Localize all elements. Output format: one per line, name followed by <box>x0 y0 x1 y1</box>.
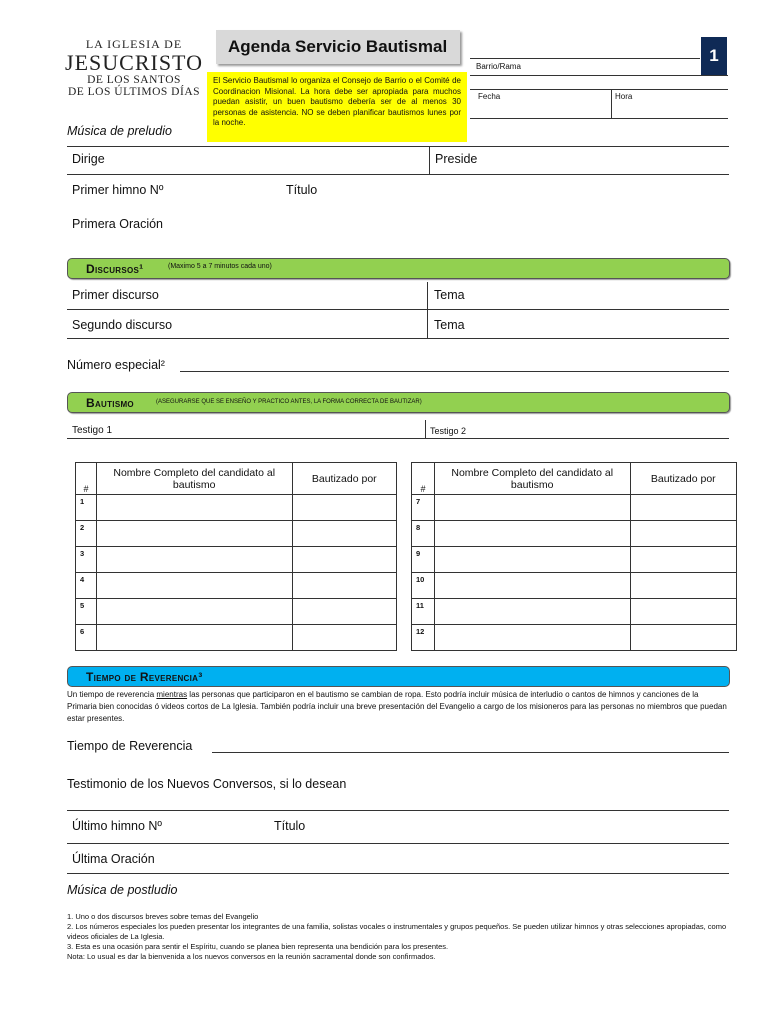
reverencia-section-header <box>67 666 730 687</box>
organization-note: El Servicio Bautismal lo organiza el Consejo de Barrio o el Comité de Coordinacion Misional. La hora debe ser apropiada para muchos puedan asistir, un buen bautismo debería ser de al menos 30 personas de asistencia. NO se deben planificar bautismos lunes por la noche. <box>207 72 467 142</box>
row-number: 4 <box>76 573 97 599</box>
table-row <box>76 521 397 547</box>
candidates-table-left <box>75 462 397 651</box>
table-row <box>412 521 737 547</box>
table-row <box>76 573 397 599</box>
primera-oracion-label: Primera Oración <box>72 217 163 231</box>
reverencia-title: Tiempo de Reverencia³ <box>86 670 203 684</box>
candidate-name-cell[interactable] <box>96 625 292 651</box>
testigo1-label: Testigo 1 <box>72 425 113 436</box>
baptized-by-cell[interactable] <box>630 599 736 625</box>
row-number: 11 <box>412 599 435 625</box>
primer-discurso-label: Primer discurso <box>72 288 159 302</box>
ultima-oracion-label: Última Oración <box>72 852 155 866</box>
preside-label: Preside <box>435 152 478 166</box>
segundo-discurso-line <box>67 338 729 339</box>
candidate-name-cell[interactable] <box>96 495 292 521</box>
baptized-by-cell[interactable] <box>630 573 736 599</box>
bautismo-note: (ASEGURARSE QUE SE ENSEÑO Y PRACTICO ANTES, LA FORMA CORRECTA DE BAUTIZAR) <box>156 399 422 405</box>
page-number-badge: 1 <box>701 37 727 75</box>
barrio-label: Barrio/Rama <box>476 62 521 71</box>
row-number: 6 <box>76 625 97 651</box>
numero-especial-line <box>180 371 729 372</box>
reverencia-text-a: Un tiempo de reverencia <box>67 690 157 699</box>
logo-line3: DE LOS SANTOS <box>87 73 181 86</box>
row-number: 12 <box>412 625 435 651</box>
tiempo-reverencia-line <box>212 752 729 753</box>
tema2-label: Tema <box>434 318 465 332</box>
footnote-1: 1. Uno o dos discursos breves sobre temas del Evangelio <box>67 912 259 921</box>
footnotes <box>67 912 729 962</box>
discursos-section-header <box>67 258 730 279</box>
dirige-label: Dirige <box>72 152 105 166</box>
row-number: 1 <box>76 495 97 521</box>
table-row <box>76 547 397 573</box>
col-by-header: Bautizado por <box>292 463 396 495</box>
candidate-name-cell[interactable] <box>96 599 292 625</box>
candidate-name-cell[interactable] <box>434 625 630 651</box>
postludio-label: Música de postludio <box>67 883 178 897</box>
row-number: 8 <box>412 521 435 547</box>
table-row <box>412 599 737 625</box>
baptized-by-cell[interactable] <box>292 521 396 547</box>
candidates-table-right <box>411 462 737 651</box>
hora-label: Hora <box>615 92 633 101</box>
dirige-line-top <box>67 146 729 147</box>
reverencia-text-b: las personas que participaron en el bautismo se cambian de ropa. Esto podría incluir música de interludio o cantos de himnos y canciones de la Primaria bien conocidas ó videos cortos de La Iglesia. También podría incluir una breve presentación del Evangelio a cargo de los misioneros para las personas no miembros que puedan estar presentes. <box>67 690 727 723</box>
segundo-discurso-label: Segundo discurso <box>72 318 173 332</box>
candidate-name-cell[interactable] <box>96 573 292 599</box>
fecha-line <box>470 118 728 119</box>
table-row <box>412 495 737 521</box>
baptized-by-cell[interactable] <box>292 547 396 573</box>
testimonio-label: Testimonio de los Nuevos Conversos, si lo desean <box>67 777 347 791</box>
bautismo-title: Bautismo <box>86 396 134 410</box>
candidate-name-cell[interactable] <box>434 547 630 573</box>
barrio-line <box>470 75 728 76</box>
footnote-3: 3. Esta es una ocasión para sentir el Espíritu, cuando se planea bien representa una bendición para los presentes. <box>67 942 449 951</box>
preludio-label: Música de preludio <box>67 124 172 138</box>
dirige-line <box>67 174 729 175</box>
primer-himno-titulo-label: Título <box>286 183 318 197</box>
footnote-2: 2. Los números especiales los pueden presentar los integrantes de una familia, solistas vocales o instrumentales y grupos pequeños. Se pueden utilizar himnos y otras selecciones apropiadas, como videos oficiales de La Iglesia. <box>67 922 727 941</box>
reverencia-text-underlined: mientras <box>156 690 188 699</box>
table-row <box>412 547 737 573</box>
candidate-name-cell[interactable] <box>96 547 292 573</box>
barrio-line-top <box>470 58 700 59</box>
ultima-oracion-line <box>67 873 729 874</box>
discursos-note: (Maximo 5 a 7 minutos cada uno) <box>168 263 272 270</box>
col-num-header: # <box>412 463 435 495</box>
baptized-by-cell[interactable] <box>292 495 396 521</box>
footnote-note: Nota: Lo usual es dar la bienvenida a los nuevos conversos en la reunión sacramental donde son confirmados. <box>67 952 436 961</box>
baptized-by-cell[interactable] <box>630 547 736 573</box>
logo-line4: DE LOS ÚLTIMOS DÍAS <box>67 85 201 98</box>
baptized-by-cell[interactable] <box>292 599 396 625</box>
baptized-by-cell[interactable] <box>630 521 736 547</box>
table-row <box>76 495 397 521</box>
candidate-name-cell[interactable] <box>96 521 292 547</box>
testimonio-line <box>67 810 729 811</box>
logo-line2: JESUCRISTO <box>65 49 203 75</box>
ultimo-himno-line <box>67 843 729 844</box>
col-num-header: # <box>76 463 97 495</box>
fecha-hora-divider <box>611 89 612 118</box>
testigo2-label: Testigo 2 <box>430 426 467 436</box>
fecha-label: Fecha <box>478 92 501 101</box>
discursos-title: Discursos¹ <box>86 262 144 276</box>
row-number: 9 <box>412 547 435 573</box>
row-number: 7 <box>412 495 435 521</box>
numero-especial-label: Número especial² <box>67 358 165 372</box>
testigo-divider <box>425 420 426 438</box>
col-name-header: Nombre Completo del candidato al bautismo <box>96 463 292 495</box>
church-logo <box>60 38 208 98</box>
reverencia-description <box>67 689 729 725</box>
candidate-name-cell[interactable] <box>434 599 630 625</box>
table-row <box>412 573 737 599</box>
baptized-by-cell[interactable] <box>292 573 396 599</box>
col-by-header: Bautizado por <box>630 463 736 495</box>
baptized-by-cell[interactable] <box>292 625 396 651</box>
col-name-header: Nombre Completo del candidato al bautismo <box>434 463 630 495</box>
table-row <box>76 625 397 651</box>
discurso-tema-divider <box>427 282 428 338</box>
ultimo-himno-label: Último himno Nº <box>72 819 163 833</box>
tema1-label: Tema <box>434 288 465 302</box>
primer-himno-label: Primer himno Nº <box>72 183 164 197</box>
candidate-name-cell[interactable] <box>434 573 630 599</box>
primer-discurso-line <box>67 309 729 310</box>
row-number: 5 <box>76 599 97 625</box>
candidate-name-cell[interactable] <box>434 495 630 521</box>
bautismo-section-header <box>67 392 730 413</box>
row-number: 10 <box>412 573 435 599</box>
testigo-line <box>67 438 729 439</box>
logo-line1: LA IGLESIA DE <box>85 37 183 51</box>
row-number: 3 <box>76 547 97 573</box>
table-row <box>76 599 397 625</box>
baptized-by-cell[interactable] <box>630 625 736 651</box>
page-title: Agenda Servicio Bautismal <box>216 30 460 64</box>
fecha-line-top <box>470 89 728 90</box>
tiempo-reverencia-label: Tiempo de Reverencia <box>67 739 193 753</box>
ultimo-himno-titulo-label: Título <box>274 819 306 833</box>
row-number: 2 <box>76 521 97 547</box>
table-row <box>412 625 737 651</box>
dirige-preside-divider <box>429 146 430 174</box>
baptized-by-cell[interactable] <box>630 495 736 521</box>
candidate-name-cell[interactable] <box>434 521 630 547</box>
